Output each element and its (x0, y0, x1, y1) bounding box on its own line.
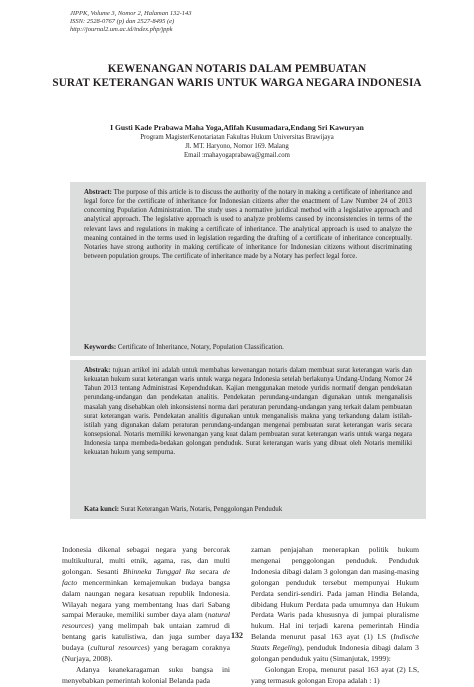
body-text: Indonesia dikenal sebagai negara yang bercorak multikultural, multi etnik, agama, ras, dan multi golongan. Sesanti (62, 545, 230, 576)
journal-url: http://journal2.um.ac.id/index.php/jppk (70, 26, 173, 34)
abstract-id-box (70, 360, 426, 495)
keywords-en-text: Certificate of Inheritance, Notary, Population Classification. (116, 344, 284, 351)
body-text: mencerminkan kemajemukan budaya bangsa dalam naungan negara kesatuan republik Indonesia. Wilayah negara yang membentang luas dari Sabang sampai Merauke, memiliki sumber daya alam ( (62, 577, 230, 620)
page-number: 132 (231, 631, 243, 640)
body-paragraph: Adanya keanekaragaman suku bangsa ini menyebabkan pemerintah kolonial Belanda pada (62, 664, 230, 685)
body-text: secara (195, 566, 223, 576)
abstract-en-label: Abstract: (84, 189, 112, 196)
body-italic-text: Indische Staats Regeling (251, 632, 419, 653)
body-column-right (251, 545, 419, 687)
keywords-en-label: Keywords: (84, 344, 117, 351)
body-italic-text: natural resources (62, 610, 230, 631)
affiliation-email: Email :mahayogaprabawa@gmail.com (184, 152, 290, 160)
body-text: ) yang beragam coraknya (Nurjaya, 2008). (62, 643, 230, 664)
affiliation-address: Jl. MT. Haryono, Nomor 169. Malang (185, 143, 289, 151)
body-paragraph (251, 545, 419, 665)
body-italic-text: Bhinneka Tunggal Ika (122, 566, 196, 576)
keywords-id (70, 495, 426, 514)
keywords-id-label: Kata kunci: (84, 506, 120, 513)
paper-title (0, 63, 474, 90)
body-text: ), penduduk Indonesia dibagi dalam 3 golongan penduduk yaitu (Simanjutak, 1999): (251, 643, 419, 664)
abstract-en-text: The purpose of this article is to discuss the authority of the notary in making a certificate of inheritance and legal force for the certificate of inheritance for Indonesian citizens after the enactment of Law Number 24 of 2013 concerning Population Administration. The study uses a normative juridical method with a legislative approach and analytical approach. The legislative approach is used to analyze problems caused by inconsistencies in terms of the relevant laws and regulations in making a certificate of inheritance. The analytical approach is used to analyze the meaning contained in the terms used in legislation regarding the drafting of a certificate of inheritance conceptually. Notaries have strong authority in making certificate of inheritance for Indonesian citizens without discriminating between population groups. The certificate of inheritance made by a Notary has perfect legal force. (84, 189, 412, 261)
body-italic-text: cultural resources (90, 643, 148, 653)
abstract-id-label: Abstrak: (84, 367, 111, 374)
body-column-left (62, 545, 230, 687)
keywords-en-box (70, 333, 426, 356)
title-line-2: SURAT KETERANGAN WARIS UNTUK WARGA NEGARA INDONESIA (52, 76, 422, 89)
affiliation (0, 133, 474, 161)
authors: I Gusti Kade Prabawa Maha Yoga,Afifah Kusumadara,Endang Sri Kawuryan (110, 123, 364, 132)
affiliation-program: Program MagisterKenotariatan Fakultas Hukum Universitas Brawijaya (140, 134, 334, 141)
body-text: ) yang melimpah bak untaian zamrud di bentang garis katulistiwa, dan juga sumber daya budaya ( (62, 621, 230, 653)
journal-line-1: JIPPK, Volume 3, Nomor 2, Halaman 132-143 (70, 10, 192, 17)
abstract-id (70, 360, 426, 458)
journal-issn: ISSN: 2528-0767 (p) dan 2527-8495 (e) (70, 18, 175, 26)
keywords-id-box (70, 495, 426, 519)
journal-header (70, 10, 192, 35)
abstract-en-box (70, 182, 426, 333)
body-paragraph: Golongan Eropa, menurut pasal 163 ayat (2) I.S, yang termasuk golongan Eropa adalah : 1) (251, 664, 419, 685)
keywords-id-text: Surat Keterangan Waris, Notaris, Penggolongan Penduduk (119, 506, 283, 513)
keywords-en (70, 333, 426, 352)
body-italic-text: de facto (62, 566, 230, 587)
body-paragraph (62, 545, 230, 665)
title-line-1: KEWENANGAN NOTARIS DALAM PEMBUATAN (107, 63, 367, 75)
abstract-en (70, 182, 426, 261)
abstract-id-text: tujuan artikel ini adalah untuk membahas kewenangan notaris dalam membuat surat keterangan waris dan kekuatan hukum surat keterangan waris untuk warga negara Indonesia setelah berlakunya Undang-Undang Nomor 24 Tahun 2013 tentang Administrasi Kependudukan. Kajian menggunakan metode yuridis normatif dengan pendekatan perundang-undangan dan pendekatan analitis. Pendekatan perundang-undangan digunakan untuk menganalisis masalah yang disebabkan oleh inkonsistensi norma dari peraturan perundang-undangan yang terkait dalam pembuatan surat keterangan waris. Pendekatan analitis digunakan untuk menganalisis makna yang terkandung dalam istilah-istilah yang digunakan dalam peraturan perundang-undangan mengenai pembuatan surat keterangan waris secara konsepsional. Notaris memiliki kewenangan yang kuat dalam pembuatan surat keterangan waris untuk warga negara Indonesia tanpa membeda-bedakan golongan penduduk. Surat keterangan waris yang dibuat oleh Notaris memiliki kekuatan hukum yang sempurna. (84, 367, 412, 457)
body-text: zaman penjajahan menerapkan politik hukum mengenai penggolongan penduduk. Penduduk Indonesia dibagi dalam 3 golongan dan masing-masing golongan penduduk tersebut mempunyai Hukum Perdata sendiri-sendiri. Pada jaman Hindia Belanda, dibidang Hukum Perdata pada umumnya dan Hukum Perdata Waris pada khususnya di jumpai pluralisme hukum. Hal ini terjadi karena pemerintah Hindia Belanda menurut pasal 163 ayat (1) I.S ( (251, 545, 419, 642)
